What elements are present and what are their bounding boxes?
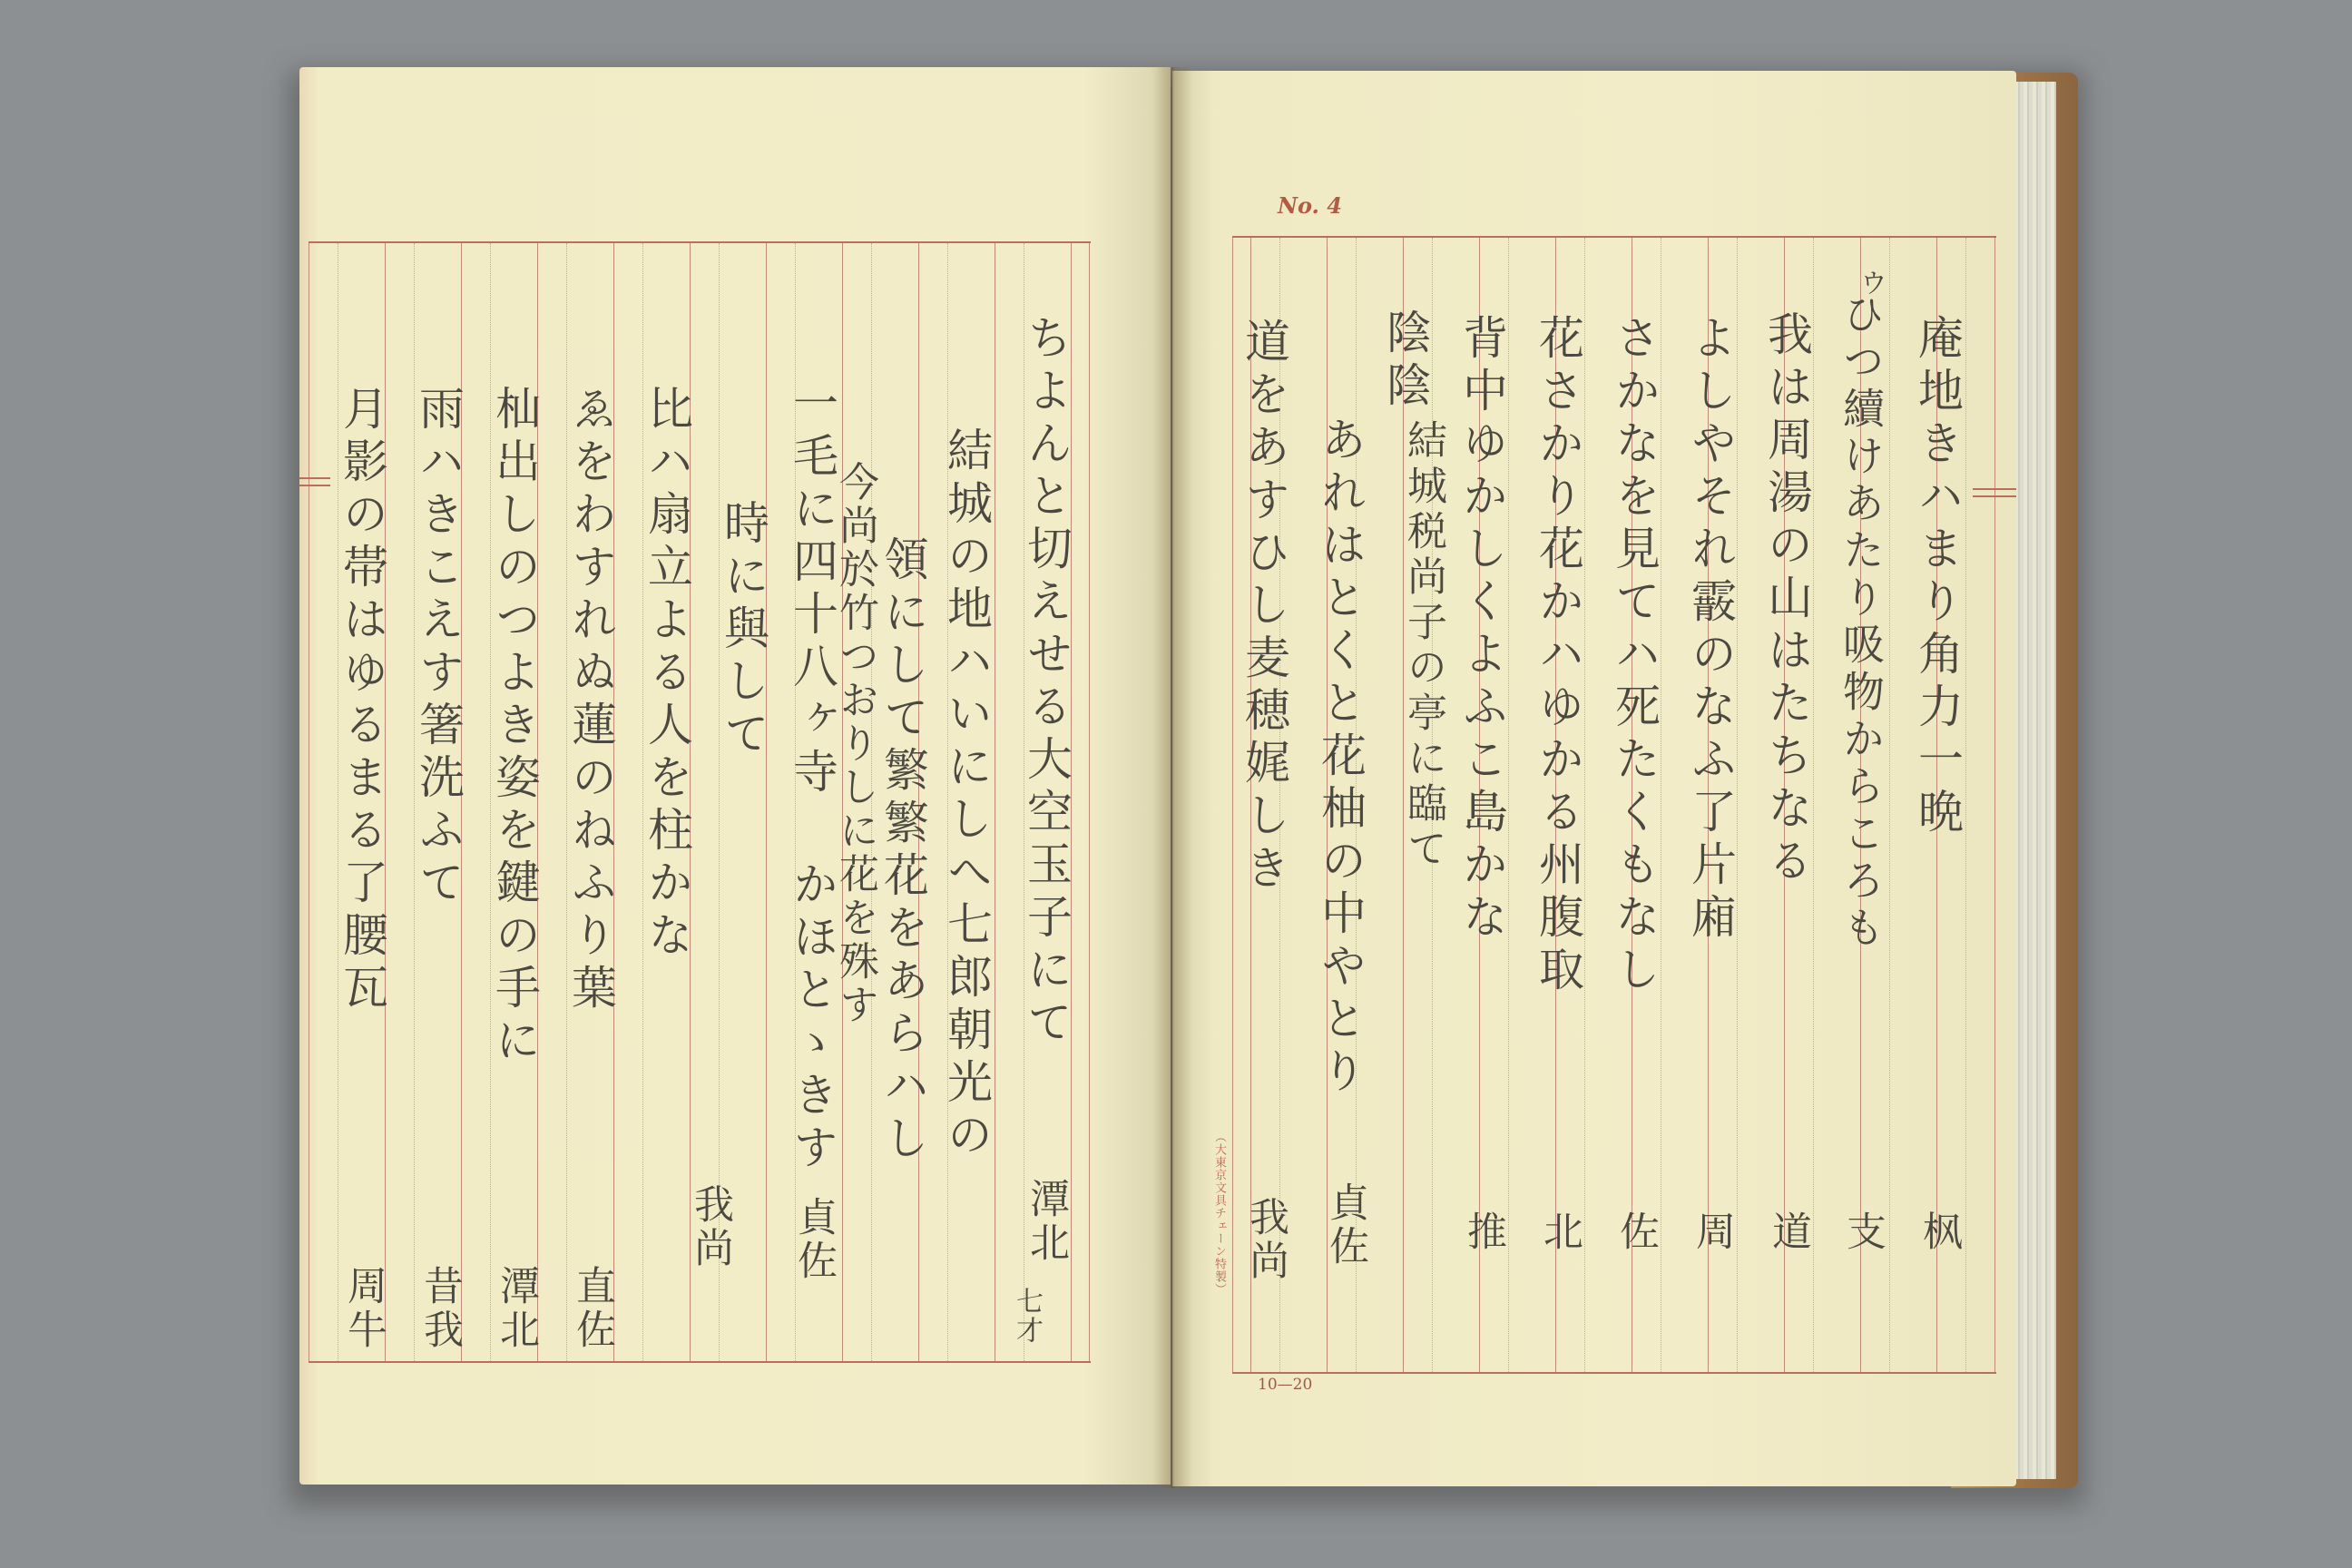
right-col-11-text: 道をあすひし麦穂娓しき bbox=[1238, 318, 1290, 897]
right-col-1-author: 枫 bbox=[1916, 1210, 1962, 1254]
left-col-12-author: 周牛 bbox=[340, 1265, 387, 1352]
left-col-1-text: ちよんと切えせる大空玉子にて bbox=[1020, 314, 1073, 1051]
left-col-5-text: 今尚於竹つおりしに花を殊す bbox=[832, 461, 878, 1027]
right-col-5-author: 佐 bbox=[1612, 1210, 1659, 1254]
right-col-2-ruby: ウ bbox=[1855, 269, 1886, 298]
left-col-6-author: 貞佐 bbox=[790, 1196, 837, 1283]
left-col-10-text: 杣出しのつよき姿を鍵の手に bbox=[488, 385, 541, 1069]
right-col-6-author: 北 bbox=[1536, 1210, 1583, 1254]
left-col-1-author: 潭北 bbox=[1023, 1178, 1069, 1265]
left-col-6-text: 一毛に四十八ヶ寺 かほとゝきす bbox=[786, 379, 838, 1176]
left-col-10-author: 潭北 bbox=[493, 1265, 539, 1352]
right-col-2-text: ひつ續けあたり吸物からころも bbox=[1837, 292, 1886, 953]
right-col-8-text: 陰陰 bbox=[1379, 309, 1432, 414]
footer-code: 10—20 bbox=[1258, 1376, 1313, 1394]
right-col-3-text: 我は周湯の山はたちなる bbox=[1760, 310, 1813, 889]
left-col-8-text: 比ハ扇立よる人を柱かな bbox=[641, 385, 693, 964]
left-col-4-text: 領にして繁繁花をあらハし bbox=[877, 535, 929, 1167]
right-col-5-text: さかなを見てハ死たくもなし bbox=[1608, 314, 1661, 998]
right-col-11-author: 我尚 bbox=[1242, 1196, 1289, 1283]
right-col-3-author: 道 bbox=[1765, 1210, 1811, 1254]
left-col-3-text: 結城の地ハいにしへ七郎朝光の bbox=[940, 426, 993, 1163]
right-col-9-text: 結城税尚子の亭に臨て bbox=[1400, 419, 1446, 873]
right-col-4-author: 周 bbox=[1689, 1210, 1735, 1254]
left-col-12-text: 月影の帯はゆるまる了腰瓦 bbox=[336, 385, 388, 1016]
right-col-7-text: 背中ゆかしくよふこ島かな bbox=[1455, 314, 1508, 946]
left-col-11-author: 昔我 bbox=[416, 1265, 463, 1352]
right-col-10-author: 貞佐 bbox=[1322, 1181, 1368, 1269]
right-col-10-text: あれはとくと花柚の中やとり bbox=[1314, 416, 1367, 1100]
right-col-6-text: 花さかり花かハゆかる州腹取 bbox=[1532, 314, 1584, 998]
page-number: No. 4 bbox=[1278, 192, 1342, 219]
left-col-1-note: 七才 bbox=[1011, 1287, 1043, 1345]
book-spine-gutter bbox=[1152, 67, 1192, 1488]
left-page bbox=[299, 67, 1171, 1485]
right-col-7-author: 推 bbox=[1460, 1210, 1506, 1254]
right-col-4-text: よしやそれ霰のなふ了片廂 bbox=[1684, 314, 1737, 946]
left-col-7-text: 時に與して bbox=[717, 499, 769, 762]
right-page bbox=[1172, 71, 2016, 1486]
left-col-9-text: ゑをわすれぬ蓮のねふり葉 bbox=[564, 385, 617, 1016]
stationery-brand-note: （大東京文具チェーン特製） bbox=[1212, 1131, 1226, 1296]
left-col-9-author: 直佐 bbox=[569, 1265, 615, 1352]
left-col-11-text: 雨ハきこえす箸洗ふて bbox=[412, 385, 465, 911]
right-col-1-text: 庵地きハまり角力一晩 bbox=[1911, 314, 1964, 840]
left-col-7-author: 我尚 bbox=[687, 1183, 733, 1270]
right-col-2-author: 支 bbox=[1839, 1210, 1886, 1254]
